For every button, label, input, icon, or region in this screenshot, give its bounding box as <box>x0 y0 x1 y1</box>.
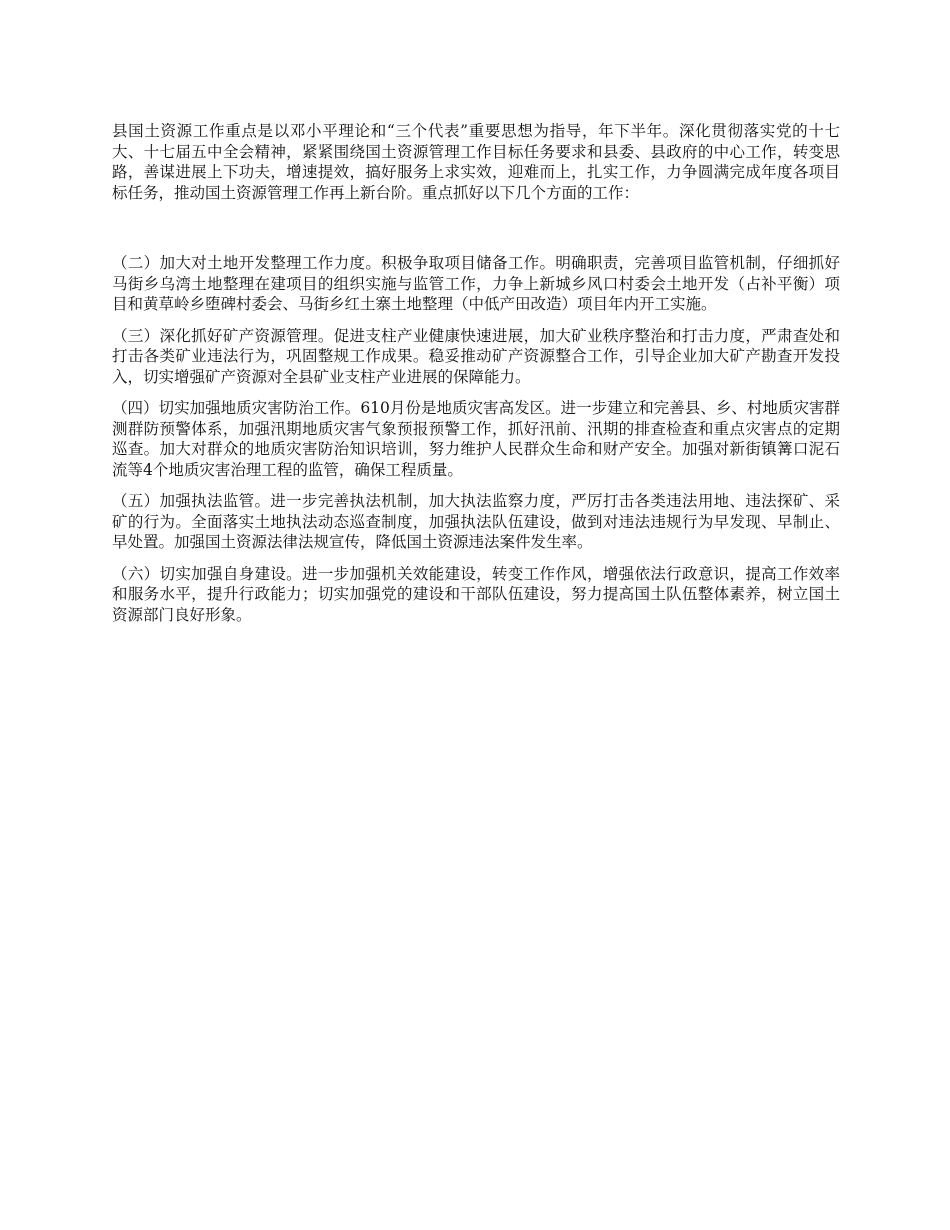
section-6-self-building-paragraph: （六）切实加强自身建设。进一步加强机关效能建设，转变工作作风，增强依法行政意识，提高工作效率和服务水平，提升行政能力；切实加强党的建设和干部队伍建设，努力提高国土队伍整体素养，树立国土资源部门良好形象。 <box>112 564 840 624</box>
section-5-law-enforcement-paragraph: （五）加强执法监管。进一步完善执法机制，加大执法监察力度，严厉打击各类违法用地、违法探矿、采矿的行为。全面落实土地执法动态巡查制度，加强执法队伍建设，做到对违法违规行为早发现、早制止、早处置。加强国土资源法律法规宣传，降低国土资源违法案件发生率。 <box>112 492 840 551</box>
section-4-geological-disaster-paragraph: （四）切实加强地质灾害防治工作。610月份是地质灾害高发区。进一步建立和完善县、乡、村地质灾害群测群防预警体系，加强汛期地质灾害气象预报预警工作，抓好汛前、汛期的排查检查和重点灾害点的定期巡查。加大对群众的地质灾害防治知识培训，努力维护人民群众生命和财产安全。加强对新街镇篝口泥石流等4个地质灾害治理工程的监管，确保工程质量。 <box>112 399 840 479</box>
document-page <box>112 121 840 636</box>
section-3-mineral-resources-paragraph: （三）深化抓好矿产资源管理。促进支柱产业健康快速进展，加大矿业秩序整治和打击力度，严肃查处和打击各类矿业违法行为，巩固整规工作成果。稳妥推动矿产资源整合工作，引导企业加大矿产勘查开发投入，切实增强矿产资源对全县矿业支柱产业进展的保障能力。 <box>112 326 840 386</box>
section-2-land-development-paragraph: （二）加大对土地开发整理工作力度。积极争取项目储备工作。明确职责，完善项目监管机制，仔细抓好马街乡乌湾土地整理在建项目的组织实施与监管工作，力争上新城乡风口村委会土地开发（占补平衡）项目和黄草岭乡堕碑村委会、马街乡红土寨土地整理（中低产田改造）项目年内开工实施。 <box>112 254 840 313</box>
intro-paragraph: 县国土资源工作重点是以邓小平理论和“三个代表”重要思想为指导，年下半年。深化贯彻落实党的十七大、十七届五中全会精神，紧紧围绕国土资源管理工作目标任务要求和县委、县政府的中心工作，转变思路，善谋进展上下功夫，增速提效，搞好服务上求实效，迎难而上，扎实工作，力争圆满完成年度各项目标任务，推动国土资源管理工作再上新台阶。重点抓好以下几个方面的工作： <box>112 122 840 202</box>
